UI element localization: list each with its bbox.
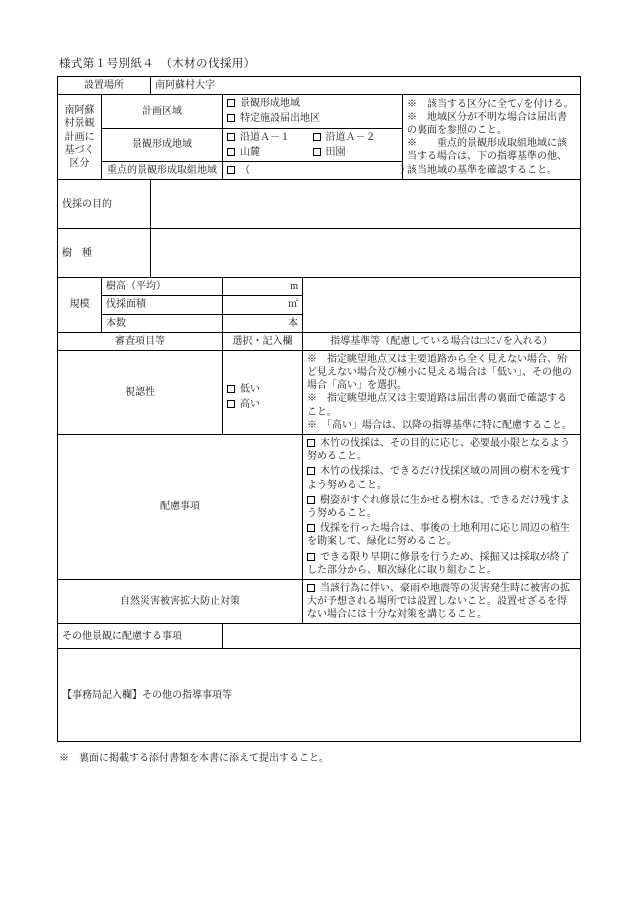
checkbox-option[interactable]: 木竹の伐採は、できるだけ伐採区域の周囲の樹木を残すよう努めること。 <box>307 466 570 491</box>
checkbox-icon[interactable] <box>307 439 315 447</box>
formation-area-options <box>223 128 403 161</box>
classification-notes <box>403 95 581 180</box>
plan-area-label: 計画区域 <box>102 95 223 128</box>
checkbox-icon[interactable] <box>227 166 235 174</box>
checkbox-icon[interactable] <box>227 148 235 156</box>
checkbox-icon[interactable] <box>307 584 315 592</box>
priority-area-label: 重点的景観形成取組地域 <box>102 161 223 179</box>
table-row-considerations <box>58 435 581 580</box>
checkbox-option[interactable]: 木竹の伐採は、その目的に応じ、必要最小限となるよう努めること。 <box>307 438 570 463</box>
table-row-bureau <box>58 649 581 742</box>
tree-count-unit: 本 <box>288 317 298 329</box>
checkbox-option[interactable]: 当該行為に伴い、豪雨や地震等の災害発生時に被害の拡大が予想される場所では設置しないこと。設置せざるを得ない場合には十分な対策を講じること。 <box>307 582 570 621</box>
page-title: 様式第１号別紙４ （木材の伐採用） <box>59 58 256 70</box>
formation-area-label: 景観形成地域 <box>102 128 223 161</box>
table-row-location <box>58 77 581 95</box>
considerations-checks <box>303 435 581 580</box>
checkbox-icon[interactable] <box>307 467 315 475</box>
checkbox-option[interactable]: 景観形成地域 <box>227 97 398 110</box>
cut-area-label: 伐採面積 <box>102 296 223 314</box>
checkbox-option[interactable]: 特定施設届出地区 <box>227 112 398 125</box>
note-line: ※ 「高い」場合は、以降の指導基準に特に配慮すること。 <box>307 419 572 431</box>
cut-area-value[interactable] <box>223 296 303 314</box>
table-row-visibility <box>58 350 581 434</box>
landscape-form-table <box>57 76 581 742</box>
visibility-choices <box>223 350 303 434</box>
checkbox-icon[interactable] <box>227 385 235 393</box>
checkbox-option[interactable]: 伐採を行った場合は、事後の土地利用に応じ周辺の植生を勘案して、緑化に努めること。 <box>307 523 570 548</box>
checkbox-icon[interactable] <box>307 553 315 561</box>
species-value[interactable] <box>151 229 581 278</box>
location-label: 設置場所 <box>58 77 151 95</box>
checkbox-icon[interactable] <box>313 148 321 156</box>
checkbox-icon[interactable] <box>313 133 321 141</box>
visibility-notes <box>303 350 581 434</box>
note-line: ※ 地域区分が不明な場合は届出書の裏面を参照のこと。 <box>407 111 567 136</box>
checkbox-option[interactable]: （ ） <box>227 164 398 177</box>
purpose-value[interactable] <box>151 180 581 229</box>
classification-label: 南阿蘇村景観計画に基づく区分 <box>58 95 102 180</box>
bureau-field[interactable] <box>58 649 581 742</box>
checkbox-option[interactable]: 沿道Ａ－２ <box>313 131 399 144</box>
species-label: 樹 種 <box>58 229 151 278</box>
location-value[interactable]: 南阿蘇村大字 <box>151 77 581 95</box>
checkbox-option[interactable]: 樹姿がすぐれ修景に生かせる樹木は、できるだけ残すよう努めること。 <box>307 494 570 519</box>
checkbox-option[interactable]: 山麓 <box>227 146 313 159</box>
table-row-criteria-header <box>58 332 581 350</box>
criteria-header-selection: 選択・記入欄 <box>223 332 303 350</box>
checkbox-option[interactable]: 田園 <box>313 146 399 159</box>
checkbox-icon[interactable] <box>307 496 315 504</box>
criteria-header-item: 審査項目等 <box>58 332 223 350</box>
note-line: ※ 指定眺望地点又は主要道路は届出書の裏面で確認すること。 <box>307 393 567 418</box>
plan-area-options <box>223 95 403 128</box>
priority-area-options <box>223 161 410 179</box>
checkbox-option[interactable]: 沿道Ａ－１ <box>227 131 313 144</box>
note-line: ※ 重点的景観形成取組地域に該当する場合は、下の指導基準の他、該当地域の基準を確認すること。 <box>407 138 567 176</box>
other-considerations-label: その他景観に配慮する事項 <box>58 624 223 649</box>
purpose-label: 伐採の目的 <box>58 180 151 229</box>
note-line: ※ 該当する区分に全て✓を付ける。 <box>407 98 574 110</box>
tree-count-value[interactable] <box>223 314 303 332</box>
considerations-label: 配慮事項 <box>58 435 303 580</box>
checkbox-icon[interactable] <box>307 524 315 532</box>
cut-area-unit: ㎡ <box>288 299 298 311</box>
checkbox-option[interactable]: 低い <box>227 383 298 396</box>
checkbox-icon[interactable] <box>227 99 235 107</box>
checkbox-icon[interactable] <box>227 133 235 141</box>
scale-spacer <box>303 278 581 333</box>
table-row-tree-height <box>58 278 581 296</box>
criteria-header-standard: 指導基準等（配慮している場合は□に✓を入れる） <box>303 332 581 350</box>
checkbox-icon[interactable] <box>227 400 235 408</box>
checkbox-icon[interactable] <box>227 114 235 122</box>
table-row-purpose <box>58 180 581 229</box>
visibility-label: 視認性 <box>58 350 223 434</box>
other-considerations-value[interactable] <box>223 624 581 649</box>
tree-count-label: 本数 <box>102 314 223 332</box>
tree-height-label: 樹高（平均） <box>102 278 223 296</box>
bureau-label: 【事務局記入欄】その他の指導事項等 <box>62 690 232 702</box>
checkbox-option[interactable]: できる限り早期に修景を行うため、採掘又は採取が終了した部分から、順次緑化に取り組むこと。 <box>307 551 570 576</box>
table-row-disaster-prevention <box>58 579 581 624</box>
tree-height-unit: m <box>290 281 298 293</box>
table-row-species <box>58 229 581 278</box>
scale-label: 規模 <box>58 278 102 333</box>
checkbox-option[interactable]: 高い <box>227 398 298 411</box>
note-line: ※ 指定眺望地点又は主要道路から全く見えない場合、殆ど見えない場合及び極小に見える場合は「低い」、その他の場合「高い」を選択。 <box>307 353 572 392</box>
tree-height-value[interactable] <box>223 278 303 296</box>
disaster-prevention-checks <box>303 579 581 624</box>
table-row-plan-area <box>58 95 581 128</box>
table-row-other-considerations <box>58 624 581 649</box>
disaster-prevention-label: 自然災害被害拡大防止対策 <box>58 579 303 624</box>
footnote: ※ 裏面に掲載する添付書類を本書に添えて提出すること。 <box>59 753 329 765</box>
